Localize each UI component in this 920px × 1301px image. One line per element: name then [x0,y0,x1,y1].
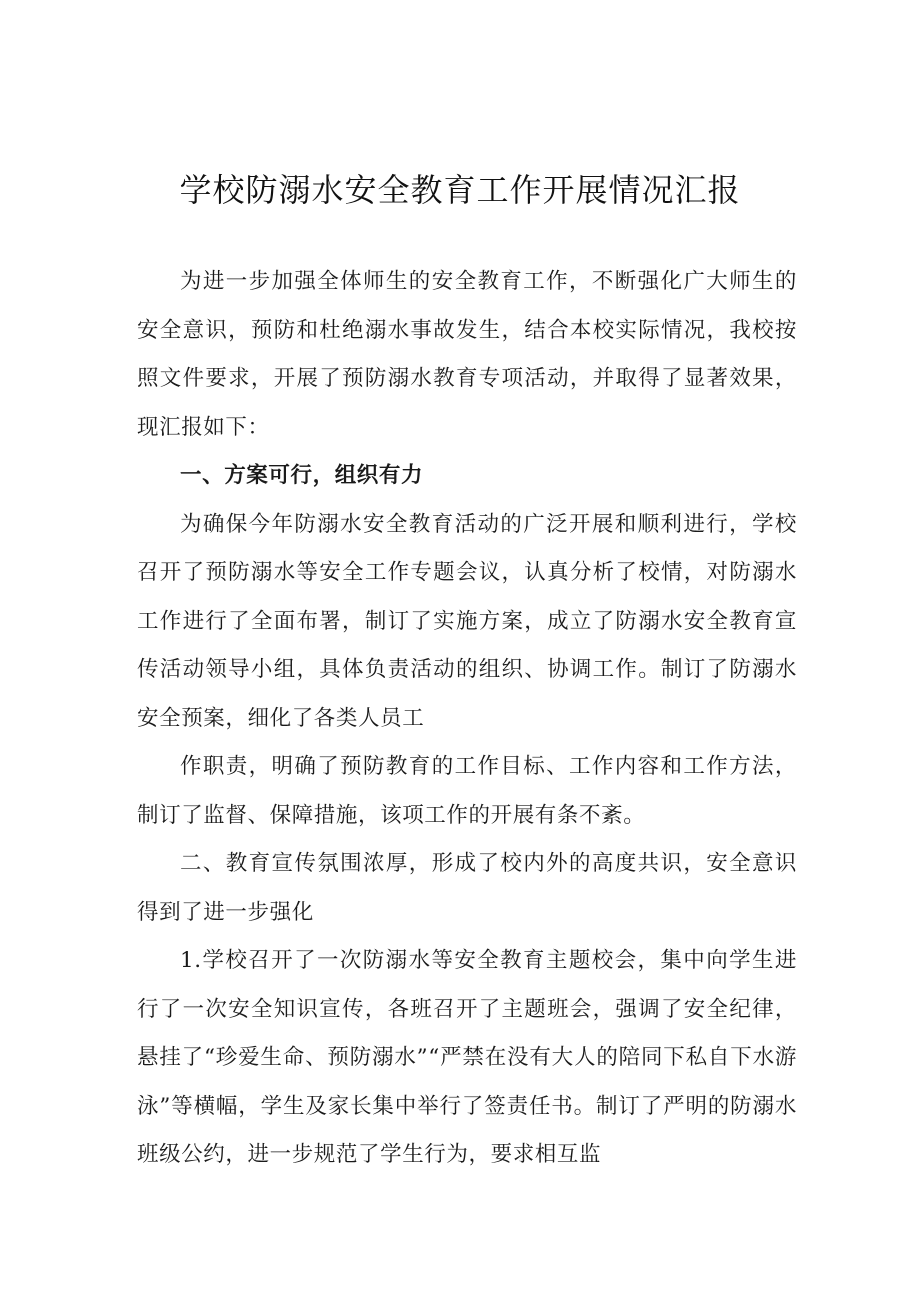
section-1-paragraph: 为确保今年防溺水安全教育活动的广泛开展和顺利进行，学校召开了预防溺水等安全工作专题会议，认真分析了校情，对防溺水工作进行了全面布署，制订了实施方案，成立了防溺水安全教育宣传活动领导小组，具体负责活动的组织、协调工作。制订了防溺水安全预案，细化了各类人员工 [137,511,797,731]
section-heading-2: 二、教育宣传氛围浓厚，形成了校内外的高度共识，安全意识得到了进一步强化 [137,851,797,925]
section-heading-1: 一、方案可行，组织有力 [180,463,424,488]
document-title: 学校防溺水安全教育工作开展情况汇报 [179,171,741,209]
section-2-item-1: 1.学校召开了一次防溺水等安全教育主题校会，集中向学生进行了一次安全知识宣传，各班召开了主题班会，强调了安全纪律，悬挂了“珍爱生命、预防溺水”“严禁在没有大人的陪同下私自下水游泳”等横幅，学生及家长集中举行了签责任书。制订了严明的防溺水班级公约，进一步规范了学生行为，要求相互监 [137,948,797,1167]
document-body [137,258,797,1180]
intro-paragraph: 为进一步加强全体师生的安全教育工作，不断强化广大师生的安全意识，预防和杜绝溺水事故发生，结合本校实际情况，我校按照文件要求，开展了预防溺水教育专项活动，并取得了显著效果，现汇报如下： [137,269,797,440]
section-1-continuation: 作职责，明确了预防教育的工作目标、工作内容和工作方法，制订了监督、保障措施，该项工作的开展有条不紊。 [137,754,797,828]
